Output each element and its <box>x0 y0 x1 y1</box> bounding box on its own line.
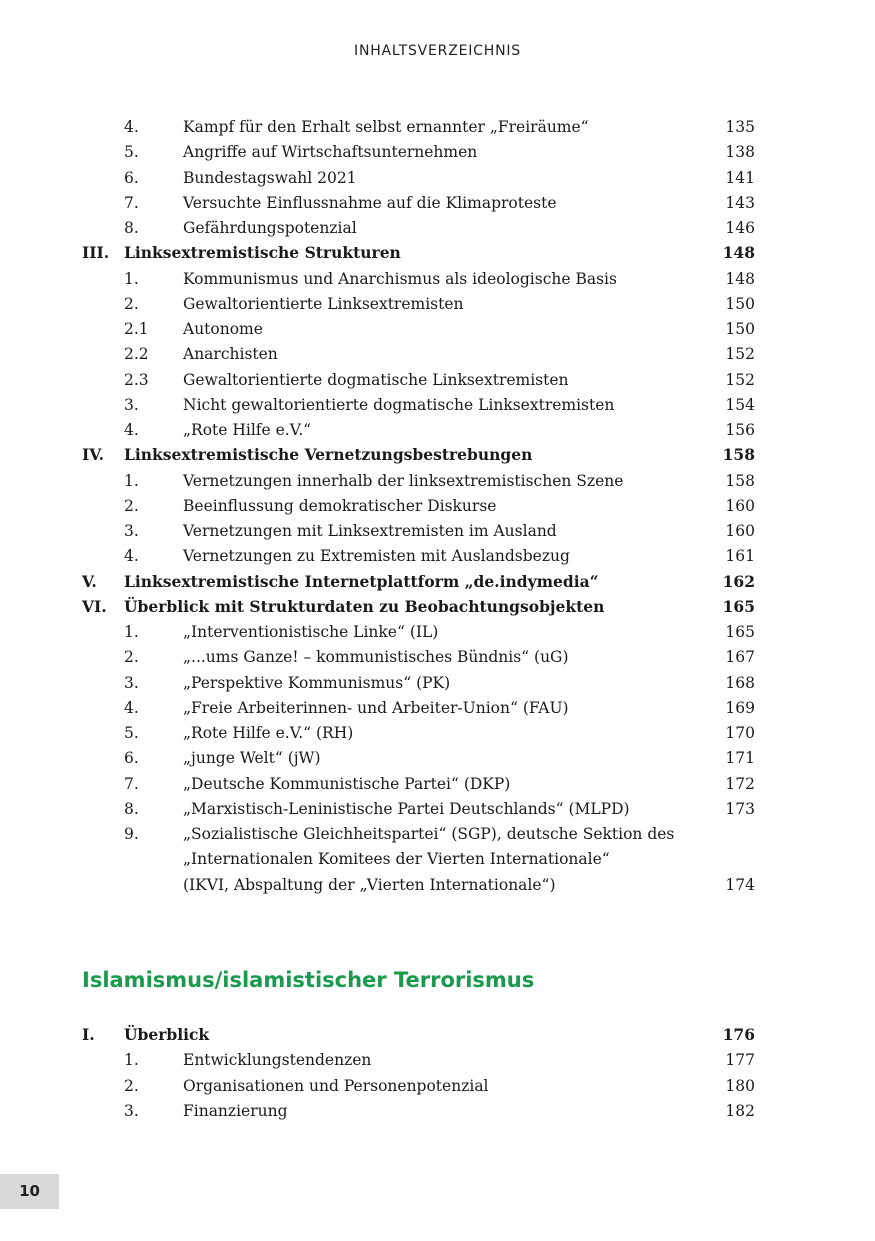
section-heading: Islamismus/islamistischer Terrorismus <box>82 968 535 992</box>
toc-entry-number: 3. <box>124 522 139 540</box>
toc-entry-number: 6. <box>124 749 139 768</box>
toc-entry-title: Vernetzungen zu Extremisten mit Auslandsbezug <box>183 547 570 566</box>
toc-entry-number: III. <box>82 243 110 263</box>
toc-entry-page: 154 <box>725 395 755 414</box>
toc-entry-row <box>0 622 875 647</box>
toc-entry-number: V. <box>82 571 97 591</box>
toc-entry-title: Überblick <box>124 1025 210 1044</box>
toc-entry-number: 4. <box>124 118 139 136</box>
toc-entry-row <box>0 673 875 698</box>
toc-entry-row <box>0 723 875 748</box>
toc-entry-row <box>0 420 875 445</box>
toc-entry-number: IV. <box>82 445 104 465</box>
toc-entry-title: Kommunismus und Anarchismus als ideologische Basis <box>183 269 617 288</box>
toc-entry-title: Linksextremistische Vernetzungsbestrebungen <box>124 445 533 465</box>
toc-entry-number: 2. <box>124 1076 139 1095</box>
toc-entry-number: 7. <box>124 774 139 793</box>
toc-entry-title: Bundestagswahl 2021 <box>183 168 357 187</box>
toc-entry-number: 7. <box>124 193 139 212</box>
toc-entry-title: Überblick mit Strukturdaten zu Beobachtungsobjekten <box>124 596 605 616</box>
toc-entry-page: 177 <box>725 1051 755 1070</box>
toc-entry-title: Gewaltorientierte dogmatische Linksextremisten <box>183 370 569 389</box>
toc-entry-page: 158 <box>722 445 755 465</box>
toc-entry-number: 1. <box>124 623 139 641</box>
toc-entry-page: 168 <box>725 673 755 692</box>
toc-entry-row <box>0 698 875 723</box>
toc-entry-number: 2.1 <box>124 320 149 338</box>
toc-entry-title: Autonome <box>183 320 263 338</box>
toc-entry-title: „Rote Hilfe e.V.“ <box>183 421 312 439</box>
toc-entry-title: „Rote Hilfe e.V.“ (RH) <box>183 724 354 742</box>
running-header: INHALTSVERZEICHNIS <box>354 43 521 59</box>
toc-entry-number: 1. <box>124 471 139 490</box>
toc-entry-title: Kampf für den Erhalt selbst ernannter „Freiräume“ <box>183 118 589 136</box>
toc-entry-number: 8. <box>124 799 139 818</box>
toc-entry-row <box>0 344 875 369</box>
toc-entry-title: „Internationalen Komitees der Vierten Internationale“ <box>183 850 610 869</box>
toc-chapter-row <box>0 597 875 622</box>
toc-entry-title: Linksextremistische Strukturen <box>124 243 401 263</box>
toc-entry-number: 3. <box>124 673 139 692</box>
toc-entry-page: 141 <box>725 168 755 187</box>
toc-entry-title: „Interventionistische Linke“ (IL) <box>183 623 439 641</box>
toc-entry-title: Finanzierung <box>183 1101 288 1120</box>
toc-entry-page: 146 <box>725 219 755 237</box>
toc-entry-page: 161 <box>725 547 755 566</box>
toc-entry-page: 156 <box>725 421 755 439</box>
toc-entry-row <box>0 799 875 824</box>
toc-entry-page: 152 <box>725 345 755 364</box>
toc-entry-number: 6. <box>124 168 139 187</box>
toc-entry-page: 167 <box>725 648 755 667</box>
toc-entry-number: 2.3 <box>124 370 149 389</box>
toc-entry-title: Nicht gewaltorientierte dogmatische Linksextremisten <box>183 395 615 414</box>
toc-entry-row <box>0 142 875 167</box>
toc-entry-title: „Freie Arbeiterinnen- und Arbeiter-Union“ (FAU) <box>183 698 569 717</box>
toc-entry-page: 150 <box>725 320 755 338</box>
toc-entry-row <box>0 395 875 420</box>
toc-entry-row <box>0 496 875 521</box>
toc-entry-page: 170 <box>725 724 755 742</box>
toc-entry-number: 8. <box>124 219 139 237</box>
toc-entry-title: Linksextremistische Internetplattform „de.indymedia“ <box>124 571 599 591</box>
toc-entry-number: 9. <box>124 825 139 843</box>
toc-entry-page: 165 <box>722 596 755 616</box>
toc-entry-page: 143 <box>725 193 755 212</box>
toc-entry-row <box>0 168 875 193</box>
toc-entry-row <box>0 875 875 900</box>
toc-entry-page: 165 <box>725 623 755 641</box>
toc-entry-page: 176 <box>722 1025 755 1044</box>
toc-entry-row <box>0 269 875 294</box>
toc-entry-title: Beeinflussung demokratischer Diskurse <box>183 496 497 515</box>
toc-entry-row <box>0 471 875 496</box>
toc-entry-number: 1. <box>124 269 139 288</box>
toc-entry-page: 182 <box>725 1101 755 1120</box>
toc-entry-page: 148 <box>725 269 755 288</box>
toc-entry-title: „Sozialistische Gleichheitspartei“ (SGP), deutsche Sektion des <box>183 825 675 843</box>
toc-entry-row <box>0 218 875 243</box>
toc-entry-title: Gewaltorientierte Linksextremisten <box>183 294 464 313</box>
toc-entry-row <box>0 319 875 344</box>
toc-entry-row <box>0 748 875 773</box>
toc-entry-page: 150 <box>725 294 755 313</box>
toc-entry-number: 1. <box>124 1051 139 1070</box>
toc-entry-row <box>0 117 875 142</box>
toc-entry-page: 148 <box>722 243 755 263</box>
toc-entry-row <box>0 370 875 395</box>
toc-entry-title: Vernetzungen innerhalb der linksextremistischen Szene <box>183 471 624 490</box>
toc-entry-number: 4. <box>124 547 139 566</box>
toc-entry-title: „Deutsche Kommunistische Partei“ (DKP) <box>183 774 511 793</box>
toc-entry-page: 160 <box>725 496 755 515</box>
toc-entry-title: Anarchisten <box>183 345 278 364</box>
toc-entry-row <box>0 774 875 799</box>
toc-entry-title: (IKVI, Abspaltung der „Vierten Internationale“) <box>183 875 556 894</box>
toc-entry-number: 5. <box>124 143 139 162</box>
toc-chapter-row <box>0 572 875 597</box>
toc-entry-number: 2. <box>124 496 139 515</box>
toc-chapter-row <box>0 445 875 470</box>
toc-entry-number: 3. <box>124 1101 139 1120</box>
toc-entry-title: Angriffe auf Wirtschaftsunternehmen <box>183 143 478 162</box>
toc-entry-page: 180 <box>725 1076 755 1095</box>
toc-entry-row <box>0 1101 875 1126</box>
toc-entry-row <box>0 1050 875 1075</box>
toc-entry-title: „Perspektive Kommunismus“ (PK) <box>183 673 451 692</box>
toc-entry-row <box>0 849 875 874</box>
toc-entry-number: 3. <box>124 395 139 414</box>
toc-entry-page: 174 <box>725 875 755 894</box>
toc-entry-number: VI. <box>82 596 107 616</box>
toc-entry-row <box>0 647 875 672</box>
toc-entry-page: 135 <box>725 118 755 136</box>
toc-entry-number: 2. <box>124 648 139 667</box>
toc-entry-page: 152 <box>725 370 755 389</box>
toc-entry-row <box>0 1076 875 1101</box>
toc-entry-page: 138 <box>725 143 755 162</box>
toc-entry-title: Organisationen und Personenpotenzial <box>183 1076 489 1095</box>
page-number: 10 <box>0 1174 59 1209</box>
toc-entry-number: 4. <box>124 698 139 717</box>
toc-entry-title: Versuchte Einflussnahme auf die Klimaproteste <box>183 193 557 212</box>
toc-entry-row <box>0 294 875 319</box>
toc-entry-row <box>0 546 875 571</box>
toc-chapter-row <box>0 1025 875 1050</box>
toc-entry-page: 171 <box>725 749 755 768</box>
toc-entry-number: 4. <box>124 421 139 439</box>
toc-entry-row <box>0 824 875 849</box>
toc-entry-title: Entwicklungstendenzen <box>183 1051 372 1070</box>
toc-entry-number: 2. <box>124 294 139 313</box>
toc-entry-title: Vernetzungen mit Linksextremisten im Ausland <box>183 522 557 540</box>
toc-entry-number: I. <box>82 1025 95 1044</box>
toc-chapter-row <box>0 243 875 268</box>
toc-entry-page: 160 <box>725 522 755 540</box>
toc-entry-title: „junge Welt“ (jW) <box>183 749 321 768</box>
toc-entry-page: 172 <box>725 774 755 793</box>
toc-entry-page: 173 <box>725 799 755 818</box>
toc-entry-title: „Marxistisch-Leninistische Partei Deutschlands“ (MLPD) <box>183 799 630 818</box>
toc-entry-title: „...ums Ganze! – kommunistisches Bündnis“ (uG) <box>183 648 569 667</box>
toc-entry-title: Gefährdungspotenzial <box>183 219 357 237</box>
toc-entry-page: 158 <box>725 471 755 490</box>
toc-entry-page: 169 <box>725 698 755 717</box>
toc-entry-row <box>0 521 875 546</box>
toc-entry-number: 5. <box>124 724 139 742</box>
toc-entry-number: 2.2 <box>124 345 149 364</box>
toc-entry-page: 162 <box>722 571 755 591</box>
toc-entry-row <box>0 193 875 218</box>
